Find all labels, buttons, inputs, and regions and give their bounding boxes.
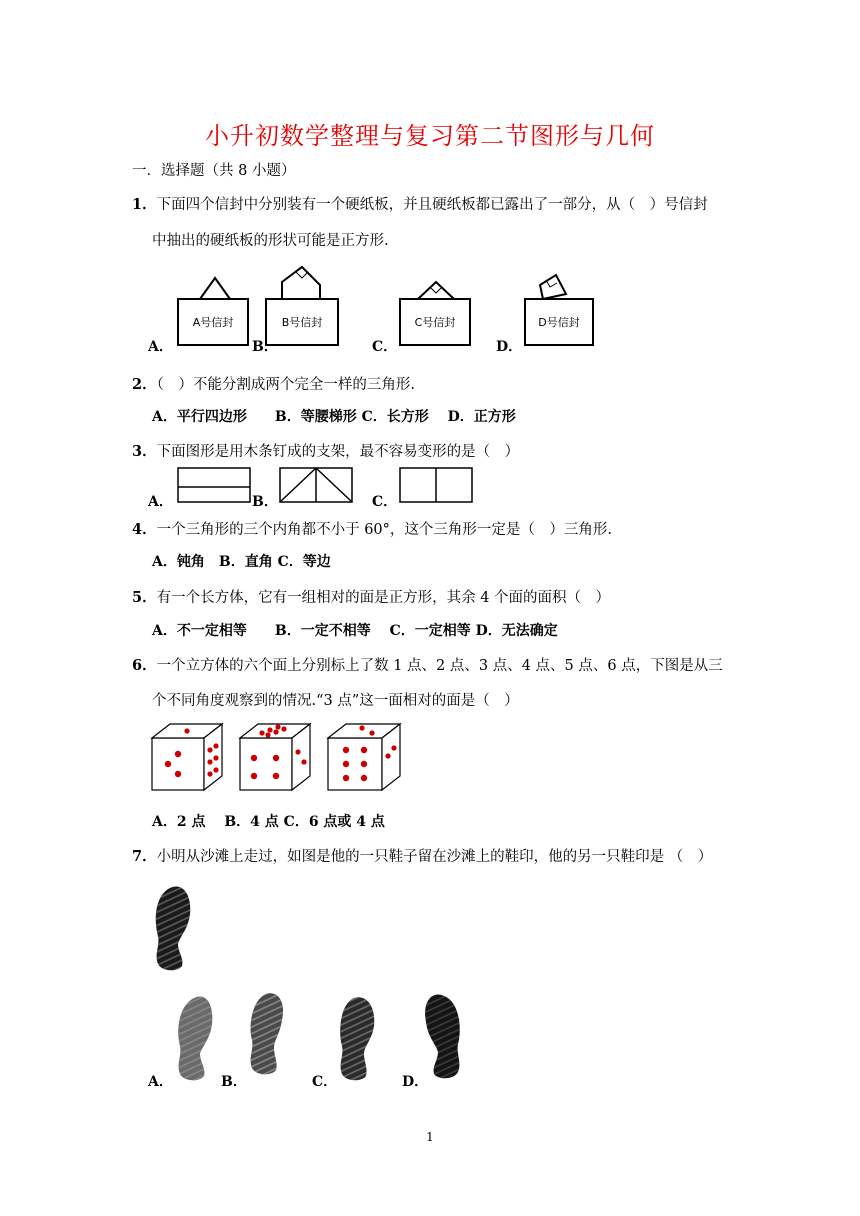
q7-option-b[interactable]: B． — [221, 1074, 247, 1090]
q3-option-a[interactable]: A． — [148, 494, 173, 510]
question-7-number: 7． — [132, 848, 157, 865]
envelope-b-label: B号信封 — [281, 316, 323, 329]
q7-option-d[interactable]: D． — [402, 1074, 429, 1090]
question-5-line — [132, 586, 610, 607]
question-3-number: 3． — [132, 443, 157, 460]
document-title: 小升初数学整理与复习第二节图形与几何 — [205, 122, 655, 150]
question-6-line-1 — [132, 654, 723, 675]
frame-b — [280, 468, 352, 502]
q1-option-a[interactable]: A． — [148, 339, 173, 355]
shoeprint-option-b — [251, 993, 284, 1074]
question-3-line — [132, 440, 519, 461]
page-number: 1 — [426, 1130, 434, 1144]
question-6-dice — [150, 720, 410, 794]
question-4-options[interactable]: A．钝角 B．直角 C．等边 — [152, 554, 331, 570]
question-6-number: 6． — [132, 657, 157, 674]
shoeprint-reference — [156, 886, 190, 970]
q1-option-d[interactable]: D． — [496, 339, 523, 355]
question-6-text-1: 一个立方体的六个面上分别标上了数 1 点、2 点、3 点、4 点、5 点、6 点，下图是从三 — [156, 658, 723, 674]
envelope-a — [178, 278, 248, 345]
q1-option-c[interactable]: C． — [372, 339, 398, 355]
question-3-text: 下面图形是用木条钉成的支架，最不容易变形的是（ ） — [156, 444, 520, 460]
question-3-frames — [170, 466, 490, 506]
shoeprint-option-d — [425, 994, 460, 1078]
frame-c — [400, 468, 472, 502]
envelope-b — [266, 267, 338, 345]
question-2-options[interactable]: A．平行四边形 B．等腰梯形 C．长方形 D．正方形 — [152, 409, 516, 425]
question-7-shoeprints — [148, 880, 488, 1090]
envelope-c-label: C号信封 — [414, 316, 456, 329]
section-heading: 一．选择题（共 8 小题） — [132, 163, 296, 179]
q1-option-b[interactable]: B． — [252, 339, 278, 355]
question-5-text: 有一个长方体，它有一组相对的面是正方形，其余 4 个面的面积（ ） — [156, 590, 611, 606]
question-7-line — [132, 845, 712, 866]
question-2-text: （ ）不能分割成两个完全一样的三角形. — [156, 377, 415, 393]
question-2-line — [132, 373, 415, 394]
dice-view-1 — [152, 724, 222, 790]
q3-option-b[interactable]: B． — [252, 494, 278, 510]
q7-option-a[interactable]: A． — [148, 1074, 173, 1090]
question-1-text-1: 下面四个信封中分别装有一个硬纸板，并且硬纸板都已露出了一部分，从（ ）号信封 — [156, 197, 708, 213]
question-5-number: 5． — [132, 589, 157, 606]
envelope-d-label: D号信封 — [538, 316, 580, 329]
shoeprint-option-a — [178, 996, 212, 1080]
frame-a — [178, 468, 250, 502]
q7-option-c[interactable]: C． — [312, 1074, 338, 1090]
question-5-options[interactable]: A．不一定相等 B．一定不相等 C．一定相等 D．无法确定 — [152, 623, 558, 639]
question-1-line-1 — [132, 193, 708, 214]
question-1-line-2: 中抽出的硬纸板的形状可能是正方形. — [152, 233, 389, 249]
question-7-text: 小明从沙滩上走过，如图是他的一只鞋子留在沙滩上的鞋印，他的另一只鞋印是 （ ） — [156, 849, 713, 865]
question-2-number: 2． — [132, 376, 157, 393]
question-4-line — [132, 518, 612, 539]
envelope-d — [525, 275, 593, 345]
question-6-options[interactable]: A．2 点 B．4 点 C．6 点或 4 点 — [152, 814, 385, 830]
shoeprint-option-c — [340, 997, 374, 1080]
envelope-a-label: A号信封 — [192, 316, 234, 329]
envelope-c — [400, 282, 470, 345]
question-4-number: 4． — [132, 521, 157, 538]
question-1-number: 1． — [132, 196, 157, 213]
q3-option-c[interactable]: C． — [372, 494, 398, 510]
question-6-line-2: 个不同角度观察到的情况.“3 点”这一面相对的面是（ ） — [152, 693, 519, 709]
question-4-text: 一个三角形的三个内角都不小于 60°，这个三角形一定是（ ）三角形. — [156, 522, 613, 538]
